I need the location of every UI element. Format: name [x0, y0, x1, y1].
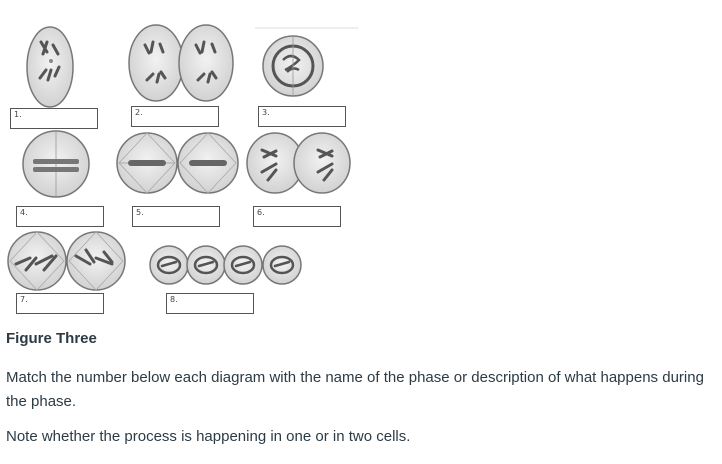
box-label-1: 1. — [14, 110, 22, 119]
answer-box-3 — [258, 106, 346, 127]
cell-4 — [23, 131, 89, 197]
box-label-8: 8. — [170, 295, 178, 304]
answer-box-2 — [131, 106, 219, 127]
answer-box-8 — [166, 293, 254, 314]
cell-1 — [27, 27, 73, 107]
answer-box-4 — [16, 206, 104, 227]
figure-caption: Figure Three — [6, 330, 97, 347]
note-paragraph: Note whether the process is happening in one or in two cells. — [6, 428, 411, 445]
box-label-5: 5. — [136, 208, 144, 217]
instruction-paragraph: Match the number below each diagram with the name of the phase or description of what happens during the phase. — [6, 369, 704, 410]
box-label-2: 2. — [135, 108, 143, 117]
answer-box-1 — [10, 108, 98, 129]
box-label-4: 4. — [20, 208, 28, 217]
answer-box-6 — [253, 206, 341, 227]
cell-5 — [117, 133, 238, 193]
cell-8 — [150, 246, 301, 284]
answer-box-7 — [16, 293, 104, 314]
box-label-6: 6. — [257, 208, 265, 217]
cell-3 — [263, 36, 323, 96]
cell-2 — [129, 25, 233, 101]
box-label-7: 7. — [20, 295, 28, 304]
cell-7 — [8, 232, 125, 290]
cell-6 — [247, 133, 350, 193]
box-label-3: 3. — [262, 108, 270, 117]
answer-box-5 — [132, 206, 220, 227]
